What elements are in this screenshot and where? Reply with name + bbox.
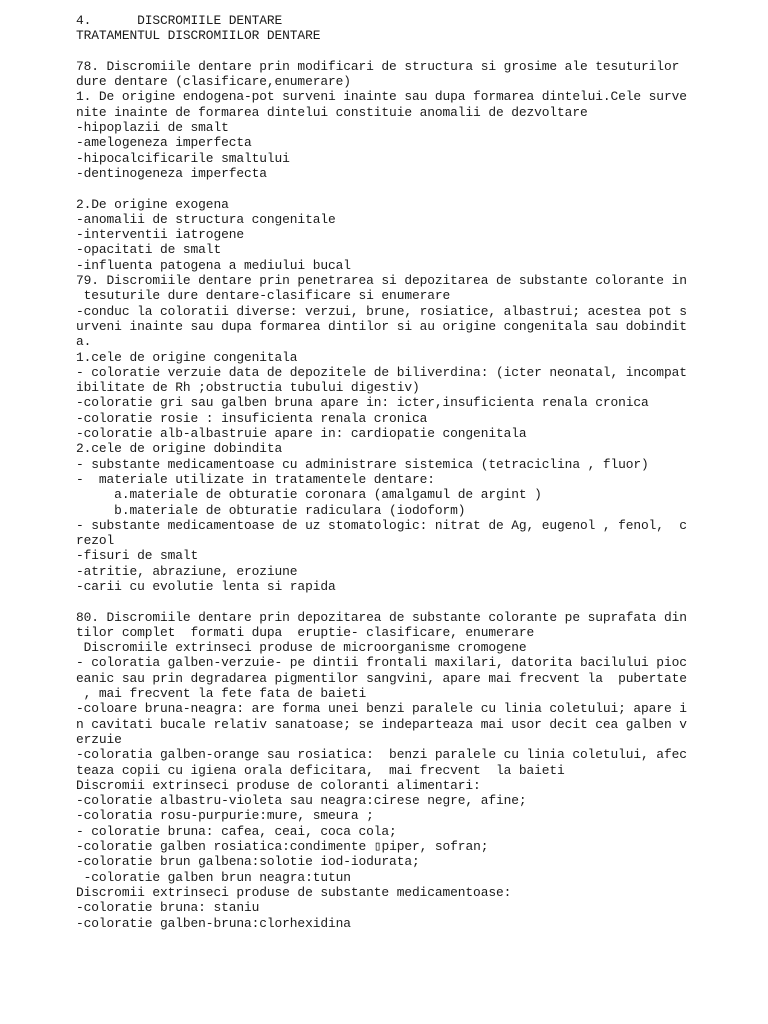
text-line: 4. DISCROMIILE DENTARE: [76, 13, 283, 28]
text-line: -amelogeneza imperfecta: [76, 135, 252, 151]
text-line: -anomalii de structura congenitale: [76, 211, 336, 227]
text-line: -coloratia rosu-purpurie:mure, smeura ;: [76, 808, 374, 824]
text-line: 1.cele de origine congenitala: [76, 349, 298, 365]
text-line: -coloratie rosie : insuficienta renala cronica: [76, 410, 428, 426]
text-line: b.materiale de obturatie radiculara (iodoform): [76, 502, 466, 518]
text-line: -coloratie galben rosiatica:condimente ▯piper, sofran;: [76, 839, 489, 855]
text-line: -influenta patogena a mediului bucal: [76, 257, 351, 273]
text-line: - coloratia galben-verzuie- pe dintii frontali maxilari, datorita bacilului pioc: [76, 655, 687, 671]
text-line: n cavitati bucale relativ sanatoase; se indeparteaza mai usor decit cea galben v: [76, 716, 687, 732]
text-line: tilor complet formati dupa eruptie- clasificare, enumerare: [76, 624, 535, 640]
text-line: 1. De origine endogena-pot surveni inainte sau dupa formarea dintelui.Cele surve: [76, 89, 687, 105]
text-line: urveni inainte sau dupa formarea dintilor si au origine congenitala sau dobindit: [76, 318, 687, 334]
text-line: - substante medicamentoase de uz stomatologic: nitrat de Ag, eugenol , fenol, c: [76, 517, 687, 533]
text-line: -hipocalcificarile smaltului: [76, 150, 290, 166]
text-line: [76, 181, 756, 196]
text-line: -coloratia galben-orange sau rosiatica: benzi paralele cu linia coletului, afec: [76, 747, 687, 763]
text-line: Discromiile extrinseci produse de microorganisme cromogene: [76, 640, 527, 656]
text-line: -coloratie albastru-violeta sau neagra:cirese negre, afine;: [76, 793, 527, 809]
text-line: -fisuri de smalt: [76, 548, 199, 564]
text-line: - coloratie bruna: cafea, ceai, coca cola;: [76, 823, 397, 839]
text-line: Discromii extrinseci produse de coloranti alimentari:: [76, 777, 481, 793]
text-line: 2.cele de origine dobindita: [76, 441, 283, 457]
text-line: -coloratie alb-albastruie apare in: cardiopatie congenitala: [76, 426, 527, 442]
text-line: -coloratie bruna: staniu: [76, 900, 260, 916]
text-line: tesuturile dure dentare-clasificare si enumerare: [76, 288, 451, 304]
text-line: -coloratie galben brun neagra:tutun: [76, 869, 351, 885]
text-line: -coloare bruna-neagra: are forma unei benzi paralele cu linia coletului; apare i: [76, 701, 687, 717]
text-line: ibilitate de Rh ;obstructia tubului digestiv): [76, 380, 420, 396]
text-line: -dentinogeneza imperfecta: [76, 165, 267, 181]
document-page: [76, 13, 756, 931]
text-line: eanic sau prin degradarea pigmentilor sangvini, apare mai frecvent la pubertate: [76, 670, 687, 686]
text-line: 79. Discromiile dentare prin penetrarea si depozitarea de substante colorante in: [76, 273, 687, 289]
text-line: 2.De origine exogena: [76, 196, 229, 212]
text-line: -coloratie galben-bruna:clorhexidina: [76, 915, 351, 931]
text-line: -atritie, abraziune, eroziune: [76, 563, 298, 579]
text-line: -interventii iatrogene: [76, 227, 244, 243]
text-line: - materiale utilizate in tratamentele dentare:: [76, 471, 435, 487]
text-line: rezol: [76, 533, 115, 549]
text-line: - substante medicamentoase cu administrare sistemica (tetraciclina , fluor): [76, 456, 649, 472]
text-line: -opacitati de smalt: [76, 242, 222, 258]
text-line: -coloratie gri sau galben bruna apare in: icter,insuficienta renala cronica: [76, 395, 649, 411]
text-line: -conduc la coloratii diverse: verzui, brune, rosiatice, albastrui; acestea pot s: [76, 303, 687, 319]
text-line: dure dentare (clasificare,enumerare): [76, 74, 351, 90]
text-line: erzuie: [76, 731, 122, 747]
text-line: nite inainte de formarea dintelui constituie anomalii de dezvoltare: [76, 104, 588, 120]
text-line: 78. Discromiile dentare prin modificari de structura si grosime ale tesuturilor: [76, 58, 680, 74]
text-line: [76, 594, 756, 609]
text-line: TRATAMENTUL DISCROMIILOR DENTARE: [76, 28, 321, 44]
text-line: , mai frecvent la fete fata de baieti: [76, 686, 367, 702]
text-line: - coloratie verzuie data de depozitele de biliverdina: (icter neonatal, incompat: [76, 364, 687, 380]
text-line: a.: [76, 334, 92, 350]
text-line: [76, 44, 756, 59]
text-line: -hipoplazii de smalt: [76, 120, 229, 136]
text-line: teaza copii cu igiena orala deficitara, mai frecvent la baieti: [76, 762, 565, 778]
text-line: a.materiale de obturatie coronara (amalgamul de argint ): [76, 487, 542, 503]
text-line: -coloratie brun galbena:solotie iod-iodurata;: [76, 854, 420, 870]
text-line: 80. Discromiile dentare prin depozitarea de substante colorante pe suprafata din: [76, 609, 687, 625]
text-line: Discromii extrinseci produse de substante medicamentoase:: [76, 884, 512, 900]
text-line: -carii cu evolutie lenta si rapida: [76, 578, 336, 594]
